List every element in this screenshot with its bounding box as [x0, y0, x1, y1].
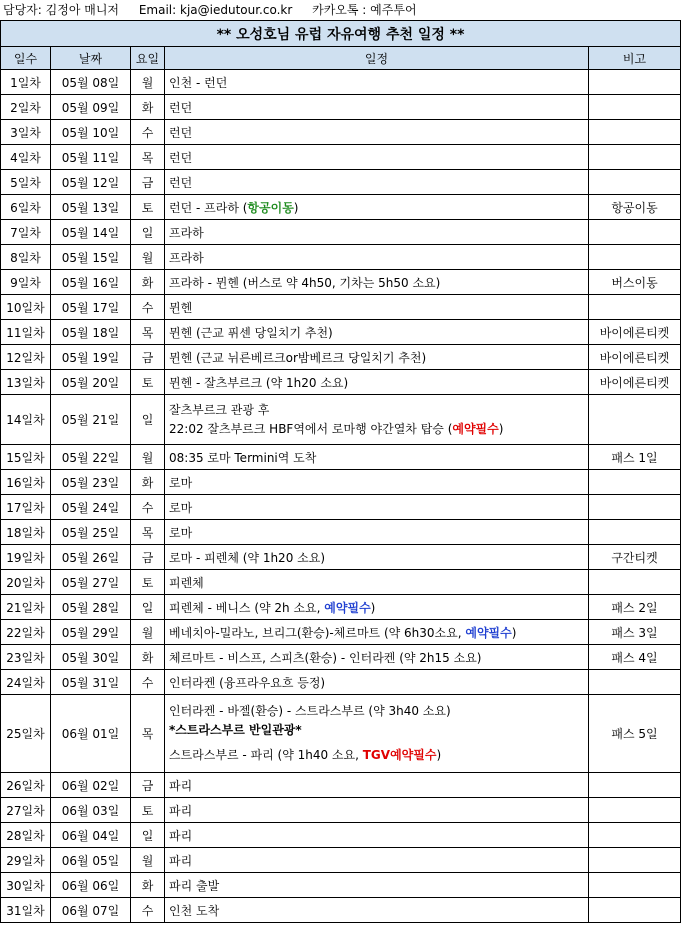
plan-text: 피렌체 — [169, 575, 204, 590]
date-cell: 05월 17일 — [51, 295, 131, 320]
itinerary-body — [1, 70, 681, 923]
day-cell: 30일차 — [1, 873, 51, 898]
plan-cell — [165, 595, 589, 620]
plan-cell — [165, 873, 589, 898]
date-cell: 06월 03일 — [51, 798, 131, 823]
note-cell: 바이에른티켓 — [589, 370, 681, 395]
weekday-cell: 월 — [131, 70, 165, 95]
plan-cell — [165, 345, 589, 370]
plan-line: 잘츠부르크 관광 후 — [169, 402, 270, 417]
date-cell: 05월 26일 — [51, 545, 131, 570]
note-cell — [589, 823, 681, 848]
date-cell: 05월 30일 — [51, 645, 131, 670]
note-cell: 구간티켓 — [589, 545, 681, 570]
plan-text: 인천 도착 — [169, 903, 220, 918]
plan-text: 로마 — [169, 500, 193, 515]
itinerary-table — [0, 20, 681, 923]
plan-cell — [165, 823, 589, 848]
table-row — [1, 345, 681, 370]
note-cell — [589, 295, 681, 320]
contact-bar — [0, 0, 681, 20]
date-cell: 05월 25일 — [51, 520, 131, 545]
day-cell: 23일차 — [1, 645, 51, 670]
table-row — [1, 220, 681, 245]
day-cell: 15일차 — [1, 445, 51, 470]
note-cell: 패스 2일 — [589, 595, 681, 620]
note-cell: 항공이동 — [589, 195, 681, 220]
note-cell — [589, 120, 681, 145]
day-cell: 25일차 — [1, 695, 51, 773]
manager-text: 담당자: 김정아 매니저 — [3, 3, 120, 17]
date-cell: 05월 15일 — [51, 245, 131, 270]
table-row — [1, 873, 681, 898]
plan-text: 런던 - 프라하 ( — [169, 200, 248, 215]
plan-text: 베네치아-밀라노, 브리그(환승)-체르마트 (약 6h30소요, — [169, 625, 466, 640]
day-cell: 18일차 — [1, 520, 51, 545]
weekday-cell: 목 — [131, 320, 165, 345]
note-cell — [589, 520, 681, 545]
col-header-note: 비고 — [589, 47, 681, 70]
day-cell: 16일차 — [1, 470, 51, 495]
date-cell: 06월 01일 — [51, 695, 131, 773]
weekday-cell: 수 — [131, 295, 165, 320]
plan-text: 로마 - 피렌체 (약 1h20 소요) — [169, 550, 326, 565]
note-cell — [589, 245, 681, 270]
plan-cell — [165, 70, 589, 95]
plan-text: 런던 — [169, 150, 193, 165]
plan-cell — [165, 245, 589, 270]
day-cell: 28일차 — [1, 823, 51, 848]
note-cell — [589, 470, 681, 495]
weekday-cell: 수 — [131, 495, 165, 520]
plan-text: 스트라스부르 - 파리 (약 1h40 소요, — [169, 748, 363, 762]
col-header-date: 날짜 — [51, 47, 131, 70]
plan-line — [169, 420, 584, 439]
plan-cell — [165, 470, 589, 495]
table-row — [1, 70, 681, 95]
note-cell — [589, 95, 681, 120]
weekday-cell: 금 — [131, 170, 165, 195]
plan-text: 뮌헨 - 잘츠부르크 (약 1h20 소요) — [169, 375, 349, 390]
kakao-text: 카카오톡 : 예주투어 — [312, 3, 417, 17]
weekday-cell: 토 — [131, 798, 165, 823]
day-cell: 22일차 — [1, 620, 51, 645]
weekday-cell: 토 — [131, 570, 165, 595]
weekday-cell: 토 — [131, 370, 165, 395]
table-row — [1, 245, 681, 270]
plan-text: 프라하 - 뮌헨 (버스로 약 4h50, 기차는 5h50 소요) — [169, 275, 441, 290]
plan-cell — [165, 170, 589, 195]
note-cell — [589, 170, 681, 195]
date-cell: 05월 31일 — [51, 670, 131, 695]
plan-cell — [165, 270, 589, 295]
date-cell: 06월 04일 — [51, 823, 131, 848]
plan-cell — [165, 495, 589, 520]
plan-text: 인천 - 런던 — [169, 75, 228, 90]
plan-cell — [165, 195, 589, 220]
plan-text: 로마 — [169, 525, 193, 540]
weekday-cell: 일 — [131, 595, 165, 620]
plan-text: ) — [370, 600, 376, 615]
weekday-cell: 일 — [131, 220, 165, 245]
table-row — [1, 773, 681, 798]
highlight-text: 예약필수 — [465, 625, 512, 640]
plan-text: 뮌헨 (근교 뉘른베르크or밤베르크 당일치기 추천) — [169, 350, 427, 365]
day-cell: 31일차 — [1, 898, 51, 923]
plan-cell — [165, 395, 589, 445]
plan-text: 22:02 잘츠부르크 HBF역에서 로마행 야간열차 탑승 ( — [169, 421, 453, 436]
weekday-cell: 월 — [131, 848, 165, 873]
weekday-cell: 월 — [131, 245, 165, 270]
day-cell: 26일차 — [1, 773, 51, 798]
note-cell — [589, 220, 681, 245]
note-cell: 패스 4일 — [589, 645, 681, 670]
plan-cell — [165, 620, 589, 645]
plan-text: 런던 — [169, 125, 193, 140]
table-row — [1, 95, 681, 120]
day-cell: 13일차 — [1, 370, 51, 395]
plan-cell — [165, 320, 589, 345]
plan-text: ) — [293, 200, 299, 215]
note-cell — [589, 570, 681, 595]
plan-cell — [165, 120, 589, 145]
plan-text: 체르마트 - 비스프, 스피츠(환승) - 인터라켄 (약 2h15 소요) — [169, 650, 482, 665]
date-cell: 05월 19일 — [51, 345, 131, 370]
note-cell — [589, 670, 681, 695]
weekday-cell: 일 — [131, 395, 165, 445]
table-row — [1, 570, 681, 595]
day-cell: 9일차 — [1, 270, 51, 295]
plan-text: 뮌헨 — [169, 300, 193, 315]
plan-cell — [165, 295, 589, 320]
plan-text: 파리 — [169, 828, 193, 843]
day-cell: 17일차 — [1, 495, 51, 520]
itinerary-title: ** 오성호님 유럽 자유여행 추천 일정 ** — [1, 21, 681, 47]
day-cell: 14일차 — [1, 395, 51, 445]
date-cell: 05월 09일 — [51, 95, 131, 120]
weekday-cell: 수 — [131, 120, 165, 145]
plan-cell — [165, 145, 589, 170]
note-cell: 바이에른티켓 — [589, 345, 681, 370]
weekday-cell: 토 — [131, 195, 165, 220]
table-row — [1, 270, 681, 295]
title-row — [1, 21, 681, 47]
date-cell: 05월 18일 — [51, 320, 131, 345]
plan-text: ) — [511, 625, 517, 640]
date-cell: 05월 24일 — [51, 495, 131, 520]
plan-line — [169, 746, 584, 765]
weekday-cell: 금 — [131, 345, 165, 370]
weekday-cell: 목 — [131, 695, 165, 773]
plan-cell — [165, 95, 589, 120]
table-row — [1, 295, 681, 320]
highlight-text: TGV예약필수 — [362, 748, 437, 762]
col-header-day: 일수 — [1, 47, 51, 70]
table-row — [1, 445, 681, 470]
plan-text: 08:35 로마 Termini역 도착 — [169, 450, 317, 465]
date-cell: 05월 22일 — [51, 445, 131, 470]
day-cell: 27일차 — [1, 798, 51, 823]
date-cell: 05월 11일 — [51, 145, 131, 170]
table-row — [1, 670, 681, 695]
date-cell: 05월 16일 — [51, 270, 131, 295]
table-row — [1, 495, 681, 520]
table-row — [1, 145, 681, 170]
day-cell: 3일차 — [1, 120, 51, 145]
weekday-cell: 목 — [131, 520, 165, 545]
weekday-cell: 화 — [131, 95, 165, 120]
note-cell — [589, 848, 681, 873]
note-cell: 바이에른티켓 — [589, 320, 681, 345]
day-cell: 20일차 — [1, 570, 51, 595]
table-row — [1, 195, 681, 220]
day-cell: 10일차 — [1, 295, 51, 320]
date-cell: 05월 12일 — [51, 170, 131, 195]
table-row — [1, 120, 681, 145]
table-row — [1, 370, 681, 395]
weekday-cell: 금 — [131, 773, 165, 798]
plan-cell — [165, 445, 589, 470]
weekday-cell: 화 — [131, 873, 165, 898]
day-cell: 19일차 — [1, 545, 51, 570]
date-cell: 05월 28일 — [51, 595, 131, 620]
highlight-text: 항공이동 — [247, 200, 294, 215]
table-row — [1, 595, 681, 620]
plan-cell — [165, 570, 589, 595]
date-cell: 05월 20일 — [51, 370, 131, 395]
plan-cell — [165, 695, 589, 773]
date-cell: 05월 14일 — [51, 220, 131, 245]
date-cell: 05월 27일 — [51, 570, 131, 595]
day-cell: 2일차 — [1, 95, 51, 120]
note-cell — [589, 798, 681, 823]
col-header-weekday: 요일 — [131, 47, 165, 70]
day-cell: 8일차 — [1, 245, 51, 270]
weekday-cell: 일 — [131, 823, 165, 848]
table-row — [1, 898, 681, 923]
date-cell: 05월 23일 — [51, 470, 131, 495]
plan-text: ) — [436, 748, 442, 762]
note-cell — [589, 495, 681, 520]
table-row — [1, 848, 681, 873]
plan-text: 피렌체 - 베니스 (약 2h 소요, — [169, 600, 325, 615]
weekday-cell: 금 — [131, 545, 165, 570]
plan-line: 인터라켄 - 바젤(환승) - 스트라스부르 (약 3h40 소요) — [169, 704, 451, 718]
plan-cell — [165, 898, 589, 923]
plan-text: 프라하 — [169, 225, 204, 240]
weekday-cell: 월 — [131, 620, 165, 645]
weekday-cell: 월 — [131, 445, 165, 470]
weekday-cell: 화 — [131, 270, 165, 295]
table-row — [1, 695, 681, 773]
plan-line-bold: *스트라스부르 반일관광* — [169, 723, 302, 737]
weekday-cell: 화 — [131, 470, 165, 495]
plan-text: 인터라켄 (융프라우요흐 등정) — [169, 675, 326, 690]
plan-cell — [165, 773, 589, 798]
plan-text: 런던 — [169, 100, 193, 115]
day-cell: 21일차 — [1, 595, 51, 620]
date-cell: 06월 05일 — [51, 848, 131, 873]
date-cell: 06월 02일 — [51, 773, 131, 798]
plan-text: 로마 — [169, 475, 193, 490]
table-row — [1, 620, 681, 645]
plan-cell — [165, 220, 589, 245]
plan-cell — [165, 848, 589, 873]
table-row — [1, 823, 681, 848]
plan-text: 뮌헨 (근교 퓌센 당일치기 추천) — [169, 325, 333, 340]
col-header-plan: 일정 — [165, 47, 589, 70]
email-text: Email: kja@iedutour.co.kr — [138, 3, 293, 17]
note-cell — [589, 395, 681, 445]
table-row — [1, 545, 681, 570]
table-row — [1, 520, 681, 545]
table-row — [1, 470, 681, 495]
plan-text: 파리 — [169, 803, 193, 818]
day-cell: 24일차 — [1, 670, 51, 695]
plan-text: 파리 — [169, 778, 193, 793]
plan-cell — [165, 370, 589, 395]
table-row — [1, 395, 681, 445]
weekday-cell: 수 — [131, 670, 165, 695]
highlight-text: 예약필수 — [452, 421, 499, 436]
day-cell: 4일차 — [1, 145, 51, 170]
date-cell: 05월 08일 — [51, 70, 131, 95]
day-cell: 12일차 — [1, 345, 51, 370]
plan-text: 런던 — [169, 175, 193, 190]
plan-cell — [165, 545, 589, 570]
date-cell: 06월 06일 — [51, 873, 131, 898]
plan-text: 프라하 — [169, 250, 204, 265]
note-cell — [589, 873, 681, 898]
plan-cell — [165, 670, 589, 695]
weekday-cell: 목 — [131, 145, 165, 170]
plan-text: 파리 — [169, 853, 193, 868]
note-cell — [589, 898, 681, 923]
note-cell — [589, 70, 681, 95]
note-cell: 버스이동 — [589, 270, 681, 295]
date-cell: 05월 10일 — [51, 120, 131, 145]
note-cell — [589, 773, 681, 798]
weekday-cell: 화 — [131, 645, 165, 670]
day-cell: 6일차 — [1, 195, 51, 220]
note-cell — [589, 145, 681, 170]
date-cell: 05월 29일 — [51, 620, 131, 645]
plan-text: ) — [498, 421, 504, 436]
weekday-cell: 수 — [131, 898, 165, 923]
day-cell: 1일차 — [1, 70, 51, 95]
table-row — [1, 798, 681, 823]
table-row — [1, 170, 681, 195]
date-cell: 05월 13일 — [51, 195, 131, 220]
plan-text: 파리 출발 — [169, 878, 220, 893]
highlight-text: 예약필수 — [324, 600, 371, 615]
table-row — [1, 645, 681, 670]
note-cell: 패스 1일 — [589, 445, 681, 470]
plan-cell — [165, 645, 589, 670]
date-cell: 05월 21일 — [51, 395, 131, 445]
table-row — [1, 320, 681, 345]
plan-cell — [165, 520, 589, 545]
note-cell: 패스 3일 — [589, 620, 681, 645]
day-cell: 7일차 — [1, 220, 51, 245]
date-cell: 06월 07일 — [51, 898, 131, 923]
day-cell: 29일차 — [1, 848, 51, 873]
day-cell: 11일차 — [1, 320, 51, 345]
plan-cell — [165, 798, 589, 823]
header-row — [1, 47, 681, 70]
day-cell: 5일차 — [1, 170, 51, 195]
note-cell: 패스 5일 — [589, 695, 681, 773]
